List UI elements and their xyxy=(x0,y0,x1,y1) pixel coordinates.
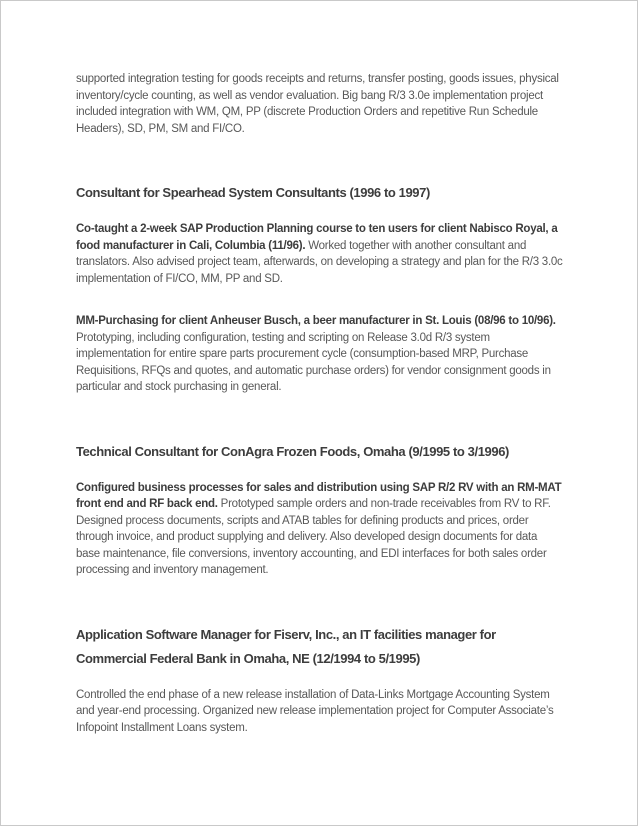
body-paragraph xyxy=(76,313,563,396)
section-heading: Application Software Manager for Fiserv, Inc., an IT facilities manager for Commercial Federal Bank in Omaha, NE (12/1994 to 5/1995) xyxy=(76,626,496,666)
section-heading: Consultant for Spearhead System Consultants (1996 to 1997) xyxy=(76,185,430,200)
body-paragraph xyxy=(76,71,563,137)
text-run: Worked together with another consultant and translators. Also advised project team, afterwards, on developing a strategy and plan for the R/3 3.0c implementation of FI/CO, MM, PP and SD. xyxy=(76,239,563,285)
text-run: supported integration testing for goods receipts and returns, transfer posting, goods issues, physical inventory/cycle counting, as well as vendor evaluation. Big bang R/3 3.0e implementation project included integration with WM, QM, PP (discrete Production Orders and repetitive Run Schedule Headers), SD, PM, SM and FI/CO. xyxy=(76,73,559,135)
bold-text-run: MM-Purchasing for client Anheuser Busch, a beer manufacturer in St. Louis (08/96 to 10/96). xyxy=(76,315,556,327)
bold-text-run: Co-taught a 2-week SAP Production Planning course to ten users for client Nabisco Royal, a food manufacturer in Cali, Columbia (11/96). xyxy=(76,223,558,252)
body-paragraph xyxy=(76,687,563,737)
text-run: Prototyping, including configuration, testing and scripting on Release 3.0d R/3 system implementation for entire spare parts procurement cycle (consumption-based MRP, Purchase Requisitions, RFQs and quotes, and automatic purchase orders) for vendor consignment goods in particular and stock purchasing in general. xyxy=(76,331,551,393)
section-heading: Technical Consultant for ConAgra Frozen Foods, Omaha (9/1995 to 3/1996) xyxy=(76,443,509,459)
body-paragraph xyxy=(76,480,563,579)
body-paragraph xyxy=(76,221,563,287)
text-run: Controlled the end phase of a new release installation of Data-Links Mortgage Accounting System and year-end processing. Organized new release implementation project for Computer Associate’s Infopoint Installment Loans system. xyxy=(76,688,554,734)
document-body xyxy=(1,1,637,736)
bold-text-run: Configured business processes for sales and distribution using SAP R/2 RV with an RM-MAT front end and RF back end. xyxy=(76,481,562,510)
text-run: Prototyped sample orders and non-trade receivables from RV to RF. Designed process documents, scripts and ATAB tables for defining products and prices, order through invoice, and product supplying and delivery. Also developed design documents for data base maintenance, file conversions, inventory accounting, and EDI interfaces for both sales order processing and inventory management. xyxy=(76,498,551,576)
